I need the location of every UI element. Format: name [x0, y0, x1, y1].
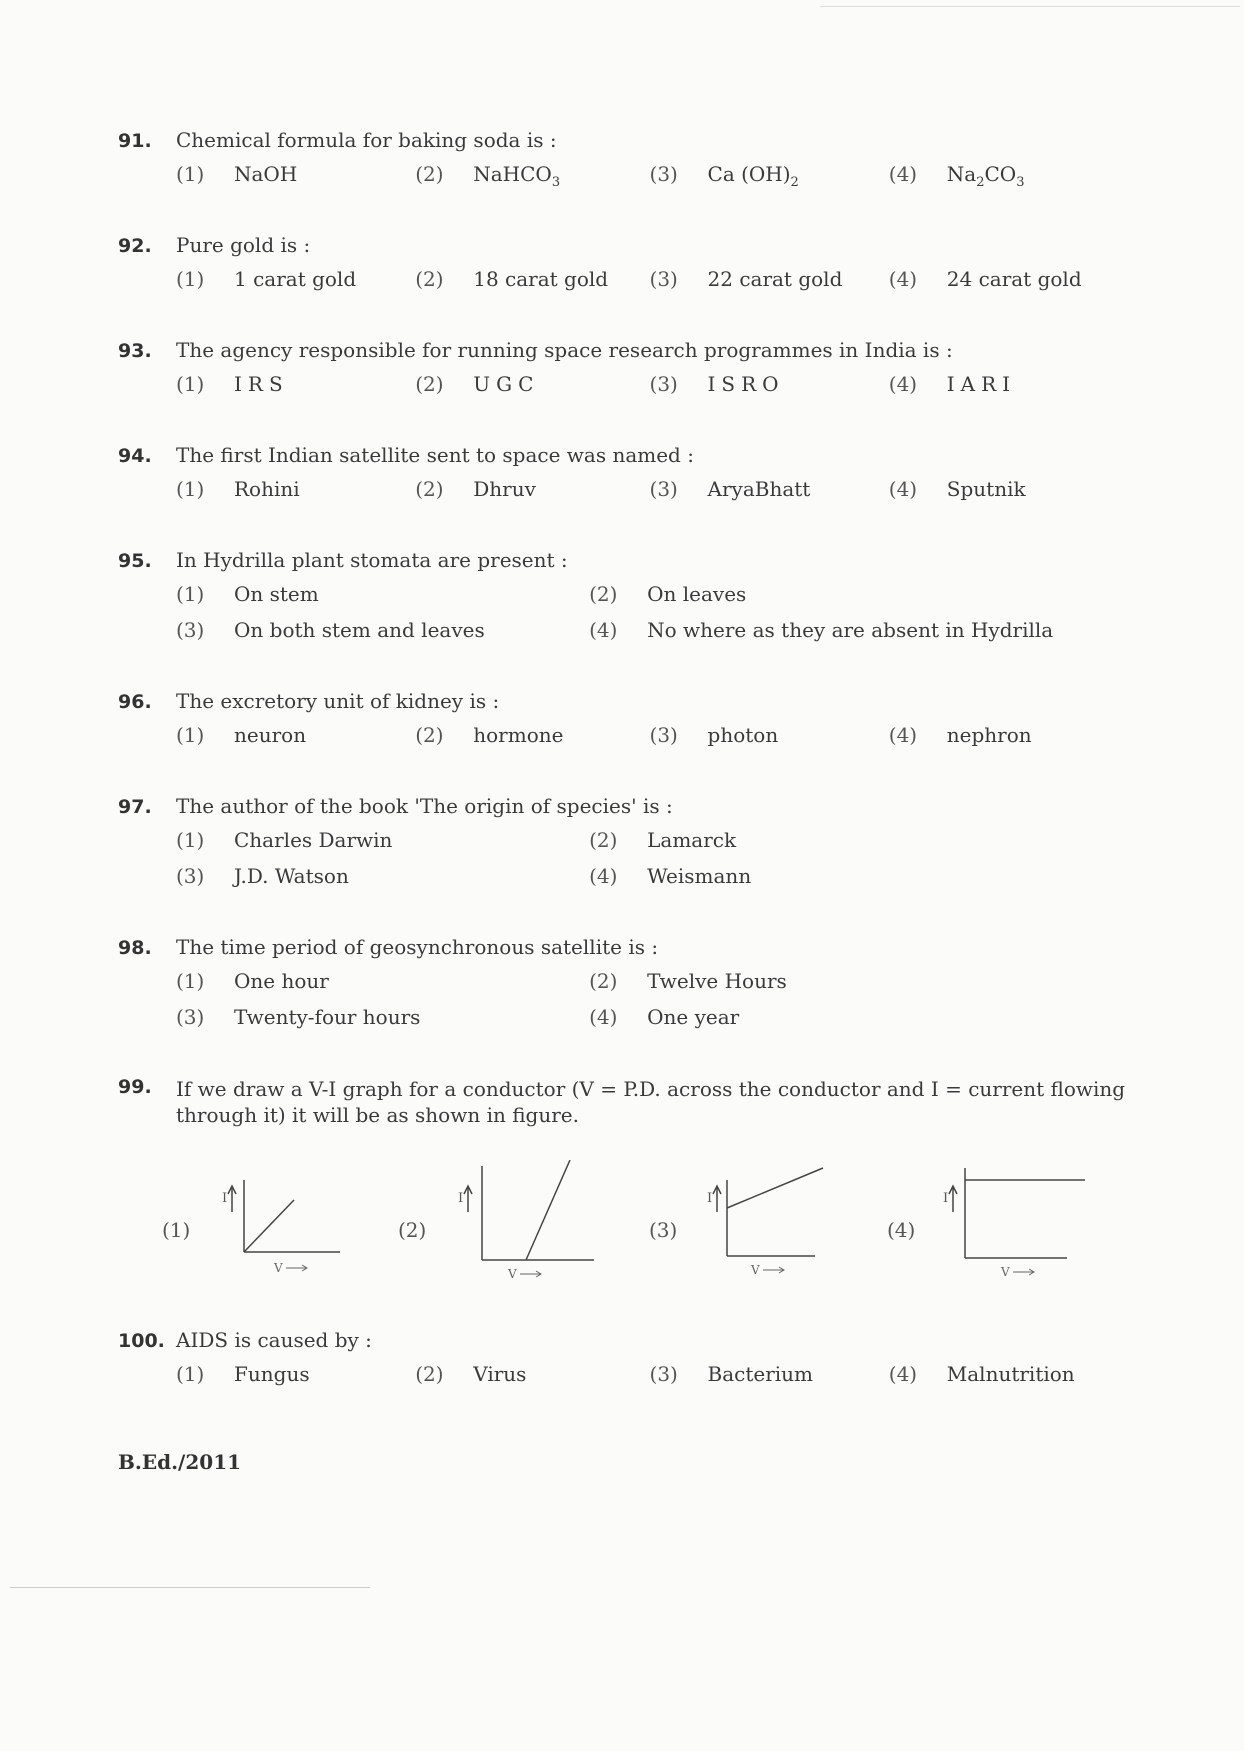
- graph-option-3[interactable]: [649, 1160, 869, 1290]
- x-axis-label: V: [274, 1261, 283, 1275]
- vi-line: [727, 1168, 823, 1208]
- question-number: 100.: [118, 1330, 165, 1352]
- option-number: (1): [176, 828, 205, 852]
- option-number: (4): [887, 1218, 916, 1242]
- question-text: The author of the book 'The origin of species' is :: [176, 794, 673, 818]
- option-2[interactable]: [415, 162, 649, 190]
- vi-line: [244, 1200, 294, 1252]
- options-row-2: [176, 618, 1128, 654]
- option-1[interactable]: [176, 162, 415, 186]
- question-91: [118, 128, 1128, 198]
- options-row-1: [176, 582, 1128, 618]
- option-text: On both stem and leaves: [234, 618, 485, 642]
- y-axis-label: I: [943, 1191, 949, 1206]
- options-row-1: [176, 969, 1128, 1005]
- option-text: Malnutrition: [946, 1362, 1075, 1386]
- option-2[interactable]: [415, 267, 649, 291]
- option-text: photon: [707, 723, 779, 747]
- option-number: (3): [649, 1218, 678, 1242]
- option-number: (3): [649, 267, 678, 291]
- option-3[interactable]: [176, 618, 589, 642]
- option-number: (2): [415, 267, 444, 291]
- option-text: IRS: [234, 372, 289, 396]
- option-number: (4): [589, 618, 618, 642]
- option-text: nephron: [946, 723, 1032, 747]
- question-number: 93.: [118, 340, 152, 362]
- question-text: In Hydrilla plant stomata are present :: [176, 548, 568, 572]
- option-number: (1): [176, 1362, 205, 1386]
- vi-graph-2: [458, 1160, 608, 1290]
- question-number: 95.: [118, 550, 152, 572]
- vi-graph-1: [222, 1160, 362, 1290]
- option-number: (3): [176, 618, 205, 642]
- option-number: (4): [589, 1005, 618, 1029]
- option-text: Twelve Hours: [647, 969, 787, 993]
- option-number: (1): [176, 267, 205, 291]
- question-92: [118, 233, 1128, 303]
- option-number: (3): [649, 723, 678, 747]
- option-number: (4): [888, 267, 918, 291]
- option-text: Charles Darwin: [234, 828, 393, 852]
- option-number: (3): [649, 372, 678, 396]
- option-1[interactable]: [176, 477, 415, 501]
- question-number: 99.: [118, 1076, 152, 1098]
- question-96: [118, 689, 1128, 759]
- option-3[interactable]: [650, 1362, 889, 1386]
- options: [176, 267, 1128, 303]
- question-text: The time period of geosynchronous satellite is :: [176, 935, 659, 959]
- question-text: Pure gold is :: [176, 233, 311, 257]
- option-text: J.D. Watson: [234, 864, 349, 888]
- option-number: (2): [589, 828, 618, 852]
- question-number: 91.: [118, 130, 152, 152]
- option-number: (2): [415, 1362, 444, 1386]
- option-text: hormone: [473, 723, 564, 747]
- option-text: 1 carat gold: [234, 267, 357, 291]
- options: [176, 372, 1128, 408]
- option-3[interactable]: [650, 477, 889, 501]
- option-text: Weismann: [647, 864, 752, 888]
- option-2[interactable]: [415, 372, 649, 396]
- option-4[interactable]: [889, 723, 1128, 747]
- question-99: [118, 1076, 1128, 1128]
- question-93: [118, 338, 1128, 408]
- question-text: AIDS is caused by :: [176, 1328, 372, 1352]
- option-4[interactable]: [589, 618, 1128, 642]
- question-number: 98.: [118, 937, 152, 959]
- option-text: 22 carat gold: [707, 267, 843, 291]
- options: [176, 477, 1128, 513]
- graph-option-1[interactable]: [162, 1160, 362, 1290]
- option-number: (4): [888, 1362, 918, 1386]
- option-number: (3): [176, 864, 205, 888]
- options: [176, 1362, 1128, 1398]
- options: [176, 162, 1128, 198]
- option-number: (4): [589, 864, 618, 888]
- option-1[interactable]: [176, 969, 589, 993]
- options: [176, 723, 1128, 759]
- option-3[interactable]: [176, 1005, 589, 1029]
- option-text: On stem: [234, 582, 319, 606]
- option-text: NaHCO$_3$: [473, 162, 561, 190]
- top-rule: [820, 6, 1240, 7]
- graph-option-4[interactable]: [887, 1160, 1127, 1290]
- question-100: [118, 1328, 1128, 1398]
- option-text: neuron: [234, 723, 307, 747]
- option-number: (2): [415, 477, 444, 501]
- option-4[interactable]: [889, 267, 1128, 291]
- option-4[interactable]: [889, 477, 1128, 501]
- option-4[interactable]: [589, 1005, 1128, 1029]
- option-3[interactable]: [650, 723, 889, 747]
- vi-graphs: [162, 1160, 1122, 1290]
- option-text: Sputnik: [946, 477, 1026, 501]
- options-row-2: [176, 864, 1128, 900]
- option-3[interactable]: [176, 864, 589, 888]
- option-number: (2): [415, 372, 444, 396]
- option-4[interactable]: [889, 162, 1128, 190]
- footer-code: B.Ed./2011: [118, 1450, 242, 1474]
- question-number: 94.: [118, 445, 152, 467]
- y-axis-label: I: [707, 1191, 713, 1206]
- question-number: 92.: [118, 235, 152, 257]
- question-text: If we draw a V-I graph for a conductor (V = P.D. across the conductor and I = current flowing through it) it will be as shown in figure.: [176, 1077, 1126, 1127]
- option-number: (4): [888, 372, 918, 396]
- option-text: $Na_2CO_3$: [946, 162, 1025, 190]
- option-1[interactable]: [176, 723, 415, 747]
- option-number: (2): [415, 162, 444, 186]
- y-axis-label: I: [458, 1191, 464, 1206]
- question-97: [118, 794, 1128, 900]
- option-3[interactable]: [650, 372, 889, 396]
- option-2[interactable]: [415, 723, 649, 747]
- x-axis-label: V: [1001, 1265, 1010, 1279]
- option-number: (1): [176, 477, 205, 501]
- option-text: One year: [647, 1005, 740, 1029]
- option-text: Bacterium: [707, 1362, 814, 1386]
- question-text: Chemical formula for baking soda is :: [176, 128, 557, 152]
- question-98: [118, 935, 1128, 1041]
- option-number: (1): [176, 162, 205, 186]
- option-number: (4): [888, 477, 918, 501]
- option-3[interactable]: [650, 162, 889, 190]
- option-4[interactable]: [589, 864, 1128, 888]
- option-text: Ca $(OH)_2$: [707, 162, 799, 190]
- option-text: No where as they are absent in Hydrilla: [647, 618, 1054, 642]
- option-2[interactable]: [589, 582, 1128, 606]
- option-number: (2): [415, 723, 444, 747]
- option-number: (1): [162, 1218, 191, 1242]
- option-number: (1): [176, 969, 205, 993]
- question-text: The excretory unit of kidney is :: [176, 689, 500, 713]
- bottom-rule: [10, 1587, 370, 1588]
- option-1[interactable]: [176, 372, 415, 396]
- option-text: 24 carat gold: [946, 267, 1082, 291]
- option-text: Rohini: [234, 477, 300, 501]
- option-text: Fungus: [234, 1362, 310, 1386]
- question-94: [118, 443, 1128, 513]
- option-text: On leaves: [647, 582, 747, 606]
- option-3[interactable]: [650, 267, 889, 291]
- x-axis-label: V: [508, 1267, 517, 1281]
- option-text: IARI: [946, 372, 1017, 396]
- question-text: The agency responsible for running space research programmes in India is :: [176, 338, 953, 362]
- option-number: (2): [589, 969, 618, 993]
- option-1[interactable]: [176, 828, 589, 852]
- option-2[interactable]: [589, 828, 1128, 852]
- option-text: One hour: [234, 969, 329, 993]
- vi-graph-3: [707, 1160, 867, 1290]
- option-text: Twenty-four hours: [234, 1005, 421, 1029]
- option-text: UGC: [473, 372, 540, 396]
- option-1[interactable]: [176, 267, 415, 291]
- option-number: (3): [649, 477, 678, 501]
- vi-line: [526, 1160, 570, 1260]
- option-text: NaOH: [234, 162, 298, 186]
- option-2[interactable]: [415, 1362, 649, 1386]
- options-row-2: [176, 1005, 1128, 1041]
- option-text: AryaBhatt: [707, 477, 811, 501]
- vi-graph-4: [943, 1160, 1123, 1290]
- option-number: (3): [176, 1005, 205, 1029]
- option-2[interactable]: [589, 969, 1128, 993]
- question-number: 97.: [118, 796, 152, 818]
- option-1[interactable]: [176, 1362, 415, 1386]
- option-text: 18 carat gold: [473, 267, 609, 291]
- option-text: Dhruv: [473, 477, 536, 501]
- question-number: 96.: [118, 691, 152, 713]
- option-text: Lamarck: [647, 828, 737, 852]
- option-number: (3): [649, 162, 678, 186]
- x-axis-label: V: [751, 1263, 760, 1277]
- option-2[interactable]: [415, 477, 649, 501]
- question-95: [118, 548, 1128, 654]
- option-text: ISRO: [707, 372, 785, 396]
- option-number: (4): [888, 162, 918, 186]
- option-number: (2): [398, 1218, 427, 1242]
- option-number: (1): [176, 582, 205, 606]
- option-number: (2): [589, 582, 618, 606]
- option-text: Virus: [473, 1362, 527, 1386]
- options-row-1: [176, 828, 1128, 864]
- option-1[interactable]: [176, 582, 589, 606]
- option-number: (4): [888, 723, 918, 747]
- option-number: (1): [176, 723, 205, 747]
- question-text: The first Indian satellite sent to space was named :: [176, 443, 694, 467]
- option-4[interactable]: [889, 1362, 1128, 1386]
- option-4[interactable]: [889, 372, 1128, 396]
- graph-option-2[interactable]: [398, 1160, 598, 1290]
- y-axis-label: I: [222, 1191, 228, 1206]
- option-number: (3): [649, 1362, 678, 1386]
- option-number: (1): [176, 372, 205, 396]
